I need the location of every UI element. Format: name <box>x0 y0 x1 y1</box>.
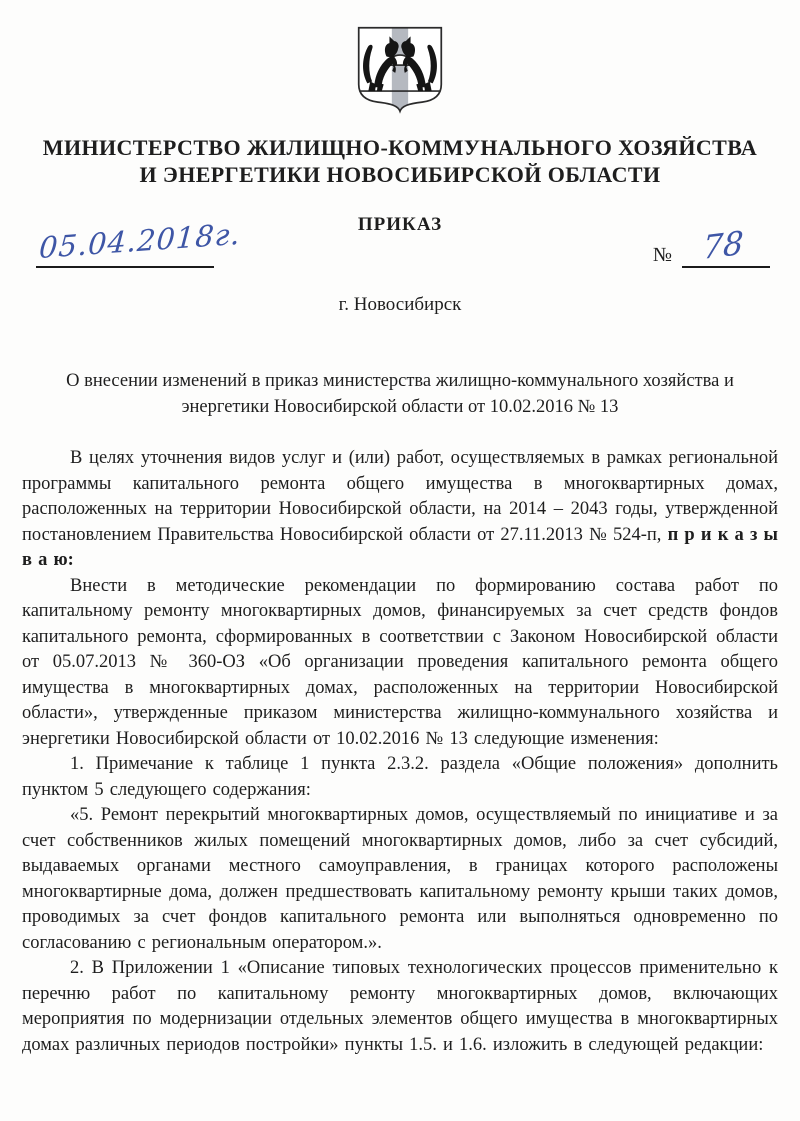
ministry-name-line1: МИНИСТЕРСТВО ЖИЛИЩНО-КОММУНАЛЬНОГО ХОЗЯЙСТВА <box>42 135 758 160</box>
number-field <box>653 220 770 268</box>
paragraph-1-text: В целях уточнения видов услуг и (или) работ, осуществляемых в рамках региональной программы капитального ремонта общего имущества в многоквартирных домах, расположенных на территории Новосибирской области, на 2014 – 2043 годы, утвержденной постановлением Правительства Новосибирской области от 27.11.2013 № 524-п, <box>22 448 778 545</box>
city-line: г. Новосибирск <box>338 294 462 315</box>
ministry-name-heading <box>0 134 800 188</box>
date-field <box>36 214 242 268</box>
number-underline <box>682 220 770 268</box>
handwritten-number: 78 <box>702 223 745 267</box>
decree-word: п р и к а з ы в а ю: <box>22 524 778 570</box>
document-body <box>0 446 800 1058</box>
ministry-name-line2: И ЭНЕРГЕТИКИ НОВОСИБИРСКОЙ ОБЛАСТИ <box>139 162 661 187</box>
number-sign-label: № <box>652 244 672 266</box>
handwritten-date: 05.04.2018г. <box>38 216 242 265</box>
body-paragraph-1 <box>22 446 778 574</box>
coat-of-arms-svg <box>352 22 448 116</box>
coat-of-arms-icon <box>352 22 448 116</box>
order-header <box>0 212 800 278</box>
body-paragraph-3: 1. Примечание к таблице 1 пункта 2.3.2. раздела «Общие положения» дополнить пунктом 5 следующего содержания: <box>22 754 778 800</box>
body-paragraph-2: Внести в методические рекомендации по формированию состава работ по капитальному ремонту многоквартирных домов, финансируемых за счет средств фондов капитального ремонта, сформированных в соответствии с Законом Новосибирской области от 05.07.2013 № 360-ОЗ «Об организации проведения капитального ремонта общего имущества в многоквартирных домах, расположенных на территории Новосибирской области», утвержденные приказом министерства жилищно-коммунального хозяйства и энергетики Новосибирской области от 10.02.2016 № 13 следующие изменения: <box>22 575 778 749</box>
body-paragraph-4: «5. Ремонт перекрытий многоквартирных домов, осуществляемый по инициативе и за счет собственников жилых помещений многоквартирных домов, либо за счет субсидий, выдаваемых органами местного самоуправления, в границах которого расположены многоквартирные дома, должен предшествовать капитальному ремонту крыши таких домов, проводимых за счет фондов капитального ремонта или выполняться одновременно по согласованию с региональным оператором.». <box>22 805 778 953</box>
order-type-label: ПРИКАЗ <box>357 214 443 235</box>
body-paragraph-5: 2. В Приложении 1 «Описание типовых технологических процессов применительно к перечню работ по капитальному ремонту многоквартирных домов, включающих мероприятия по модернизации отдельных элементов общего имущества в многоквартирных домах различных периодов постройки» пункты 1.5. и 1.6. изложить в следующей редакции: <box>22 958 778 1055</box>
subject-heading: О внесении изменений в приказ министерства жилищно-коммунального хозяйства и энергетики Новосибирской области от 10.02.2016 № 13 <box>66 371 734 417</box>
